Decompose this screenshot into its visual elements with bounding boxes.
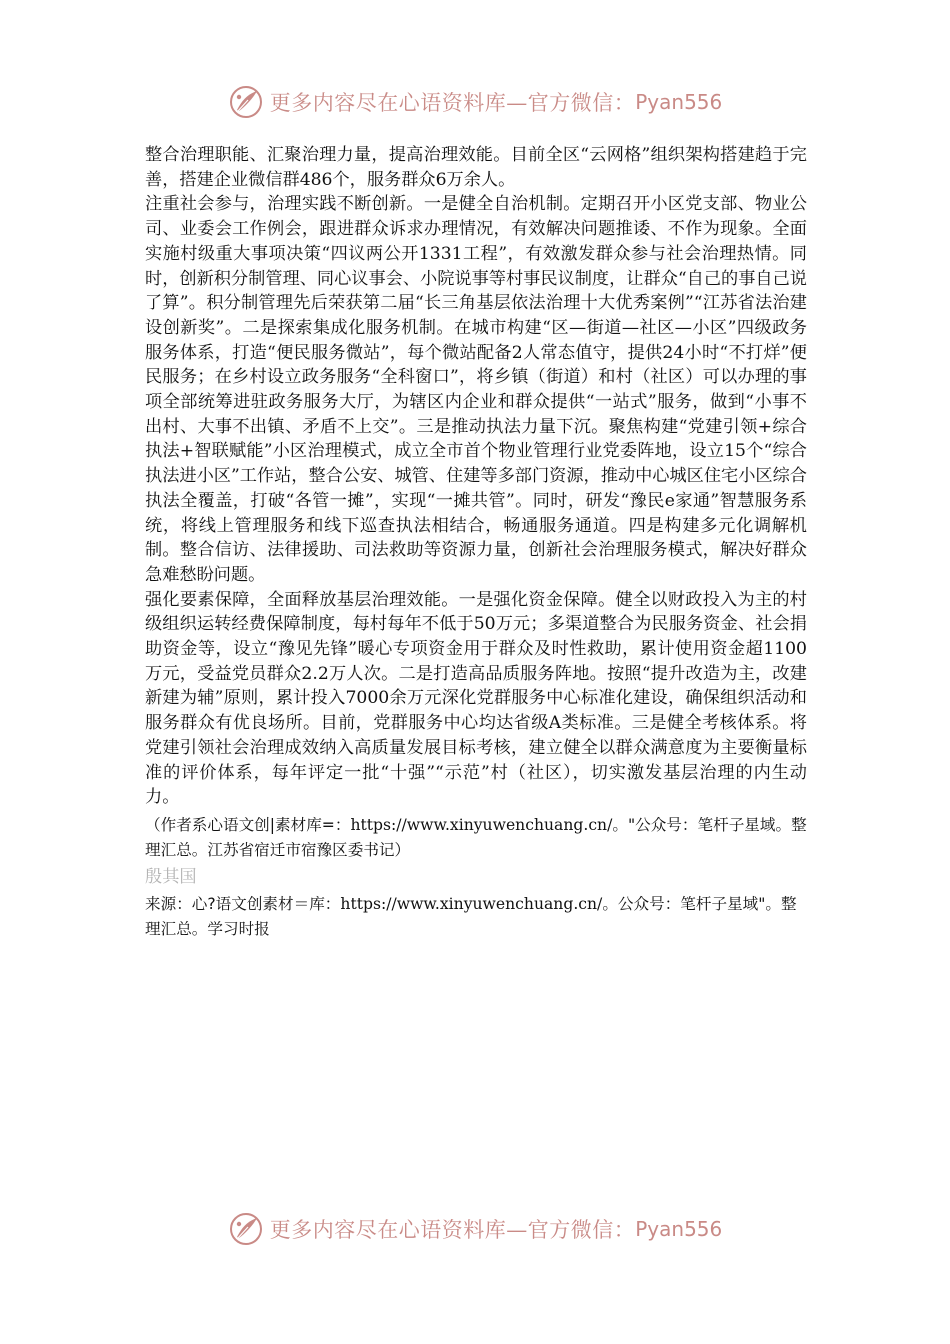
footer-watermark-text: 更多内容尽在心语资料库—官方微信：: [269, 1218, 636, 1242]
header-watermark-text: 更多内容尽在心语资料库—官方微信：: [269, 91, 636, 115]
paragraph-2: 注重社会参与，治理实践不断创新。一是健全自治机制。定期召开小区党支部、物业公司、业委会工作例会，跟进群众诉求办理情况，有效解决问题推诿、不作为现象。全面实施村级重大事项决策“四议两公开1331工程”，有效激发群众参与社会治理热情。同时，创新积分制管理、同心议事会、小院说事等村事民议制度，让群众“自己的事自己说了算”。积分制管理先后荣获第二届“长三角基层依法治理十大优秀案例”“江苏省法治建设创新奖”。二是探索集成化服务机制。在城市构建“区—街道—社区—小区”四级政务服务体系，打造“便民服务微站”，每个微站配备2人常态值守，提供24小时“不打烊”便民服务；在乡村设立政务服务“全科窗口”，将乡镇（街道）和村（社区）可以办理的事项全部统筹进驻政务服务大厅，为辖区内企业和群众提供“一站式”服务，做到“小事不出村、大事不出镇、矛盾不上交”。三是推动执法力量下沉。聚焦构建“党建引领+综合执法+智联赋能”小区治理模式，成立全市首个物业管理行业党委阵地，设立15个“综合执法进小区”工作站，整合公安、城管、住建等多部门资源，推动中心城区住宅小区综合执法全覆盖，打破“各管一摊”，实现“一摊共管”。同时，研发“豫民e家通”智慧服务系统，将线上管理服务和线下巡查执法相结合，畅通服务通道。四是构建多元化调解机制。整合信访、法律援助、司法救助等资源力量，创新社会治理服务模式，解决好群众急难愁盼问题。: [145, 194, 807, 585]
source-note-suffix: 。公众号：笔杆子星域"。整理汇总。学习时报: [145, 895, 797, 939]
footer-watermark-wechat-id: Pyan556: [635, 1217, 723, 1241]
source-note: [145, 892, 807, 941]
header-watermark-wechat-id: Pyan556: [635, 90, 723, 114]
quill-logo-icon: [228, 1211, 264, 1247]
article-body: [145, 143, 807, 942]
author-note-prefix: （作者系心语文创|素材库=：: [145, 815, 351, 834]
faded-author-name: 殷其国: [145, 867, 197, 888]
author-note-suffix: 。"公众号：笔杆子星域。整理汇总。江苏省宿迁市宿豫区委书记）: [145, 815, 807, 859]
header-watermark: [0, 80, 950, 124]
source-note-url: https://www.xinyuwenchuang.cn/: [340, 895, 603, 914]
paragraph-3: 强化要素保障，全面释放基层治理效能。一是强化资金保障。健全以财政投入为主的村级组织运转经费保障制度，每村每年不低于50万元；多渠道整合为民服务资金、社会捐助资金等，设立“豫见先锋”暖心专项资金用于群众及时性救助，累计使用资金超1100万元，受益党员群众2.2万人次。二是打造高品质服务阵地。按照“提升改造为主，改建新建为辅”原则，累计投入7000余万元深化党群服务中心标准化建设，确保组织活动和服务群众有优良场所。目前，党群服务中心均达省级A类标准。三是健全考核体系。将党建引领社会治理成效纳入高质量发展目标考核，建立健全以群众满意度为主要衡量标准的评价体系，每年评定一批“十强”“示范”村（社区），切实激发基层治理的内生动力。: [145, 589, 807, 808]
author-note: [145, 813, 807, 862]
footer-watermark: [0, 1207, 950, 1251]
author-note-url: https://www.xinyuwenchuang.cn/: [350, 815, 613, 834]
paragraph-1: 整合治理职能、汇聚治理力量，提高治理效能。目前全区“云网格”组织架构搭建趋于完善，搭建企业微信群486个，服务群众6万余人。: [145, 145, 807, 190]
source-note-prefix: 来源：心?语文创素材＝库：: [145, 895, 341, 914]
quill-logo-icon: [228, 84, 264, 120]
